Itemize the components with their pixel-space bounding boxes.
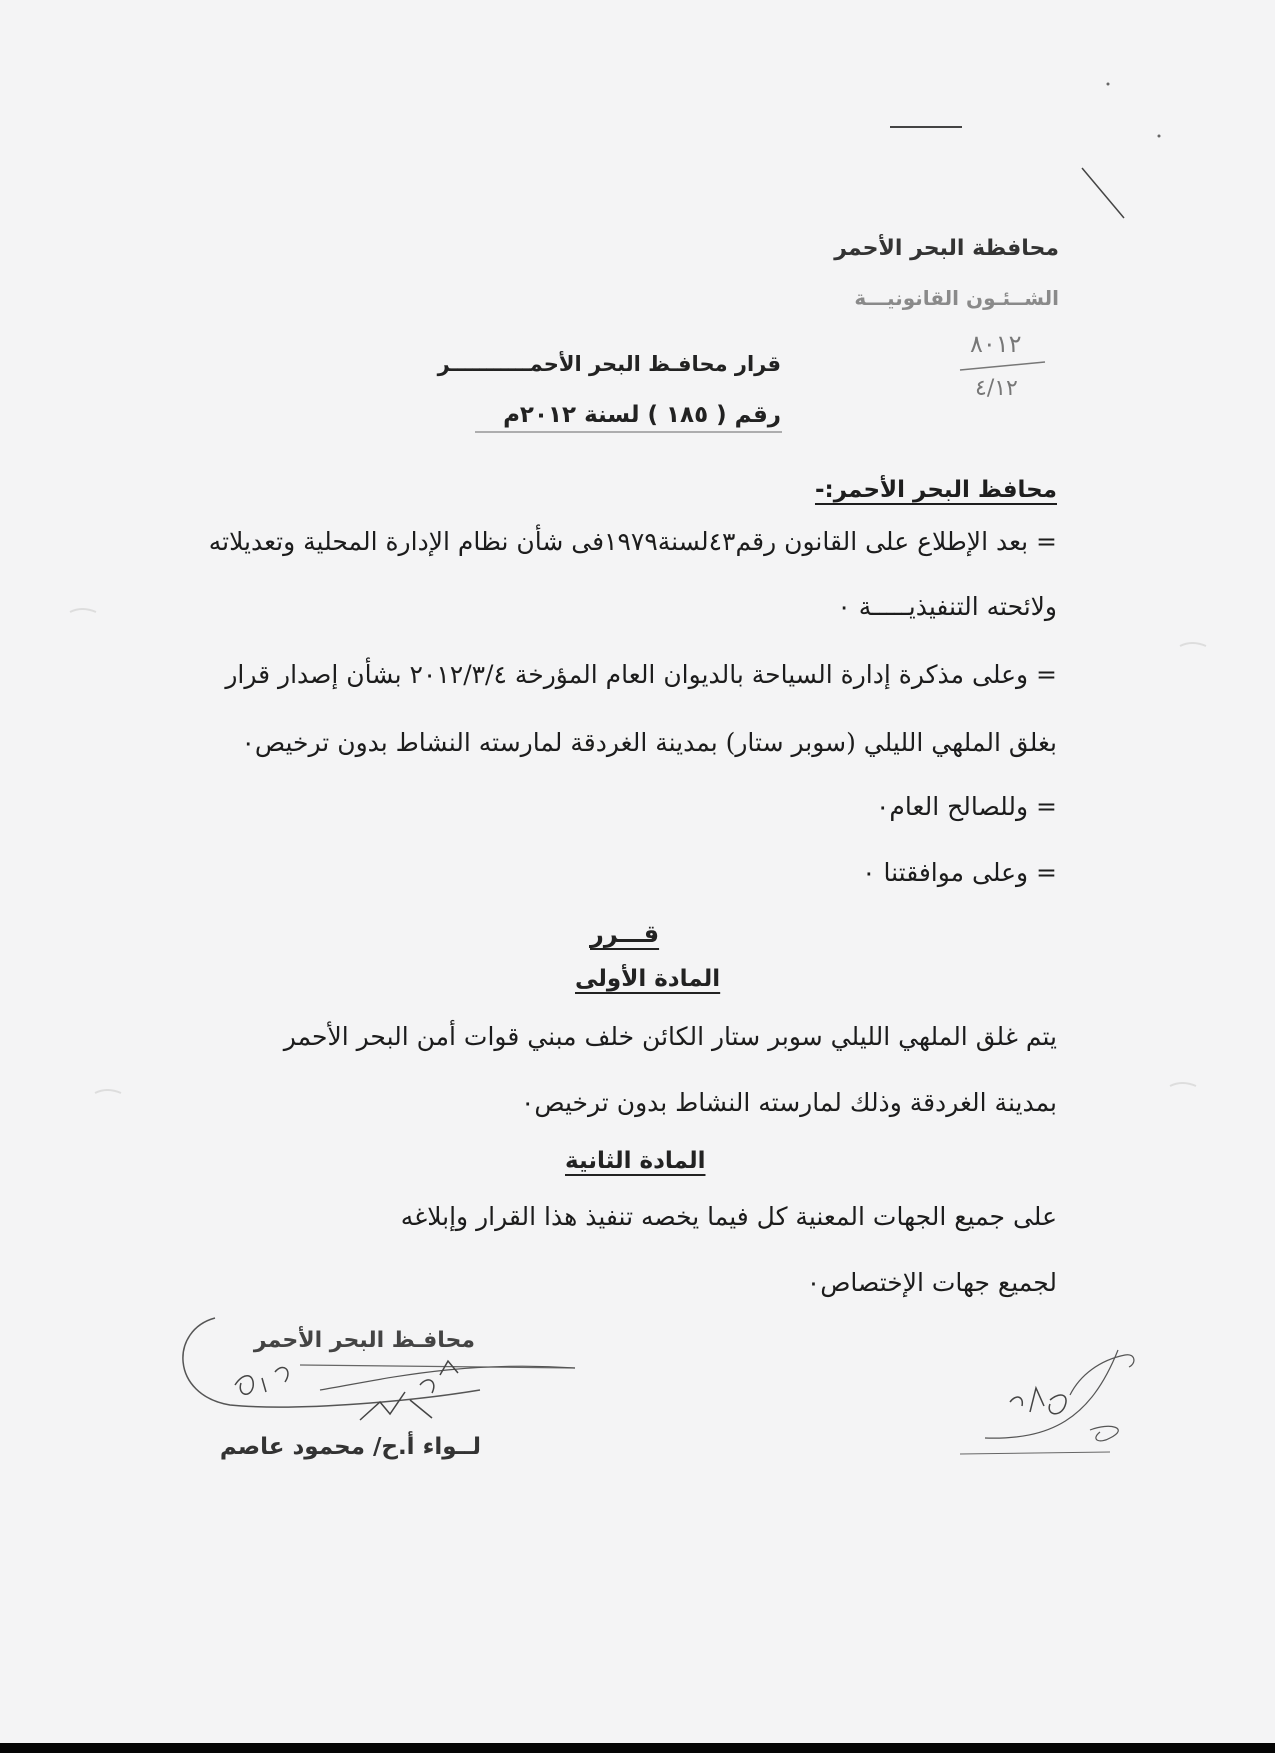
article-1-line-2: بمدينة الغردقة وذلك لمارسته النشاط بدون ترخيص٠ (520, 1088, 1057, 1117)
decision-title: قرار محافـظ البحر الأحمـــــــــــر (437, 352, 781, 376)
scan-bottom-edge (0, 1743, 1275, 1753)
department-name: الشــئـون القانونيـــة (854, 286, 1059, 310)
article-2-line-1: على جميع الجهات المعنية كل فيما يخصه تنفيذ هذا القرار وإبلاغه (400, 1202, 1057, 1231)
preamble-line-5: = وللصالح العام٠ (875, 792, 1057, 821)
preamble-line-1: = بعد الإطلاع على القانون رقم٤٣لسنة١٩٧٩فى شأن نظام الإدارة المحلية وتعديلاته (208, 527, 1057, 556)
decision-number: رقم ( ١٨٥ ) لسنة ٢٠١٢م (503, 402, 781, 428)
preamble-line-2: ولائحته التنفيذيـــــة ٠ (837, 592, 1057, 621)
article-2-title: المادة الثانية (565, 1148, 706, 1174)
signature-name: لــواء أ.ح/ محمود عاصم (219, 1434, 481, 1460)
article-2-line-2: لجميع جهات الإختصاص٠ (806, 1268, 1057, 1297)
preamble-line-6: = وعلى موافقتنا ٠ (862, 858, 1057, 887)
article-1-line-1: يتم غلق الملهي الليلي سوبر ستار الكائن خلف مبني قوات أمن البحر الأحمر (283, 1022, 1057, 1051)
preamble-line-3: = وعلى مذكرة إدارة السياحة بالديوان العام المؤرخة ٢٠١٢/٣/٤ بشأن إصدار قرار (225, 660, 1057, 689)
decided-heading: قـــرر (590, 920, 660, 948)
reference-number: ٨٠١٢ (970, 330, 1022, 358)
signature-role: محافـظ البحر الأحمر (253, 1328, 475, 1353)
article-1-title: المادة الأولى (575, 966, 721, 992)
governorate-name: محافظة البحر الأحمر (834, 236, 1059, 261)
addressee: محافظ البحر الأحمر:- (814, 477, 1057, 503)
preamble-line-4: بغلق الملهي الليلي (سوبر ستار) بمدينة الغردقة لمارسته النشاط بدون ترخيص٠ (241, 728, 1057, 757)
reference-date: ٤/١٢ (975, 376, 1018, 401)
